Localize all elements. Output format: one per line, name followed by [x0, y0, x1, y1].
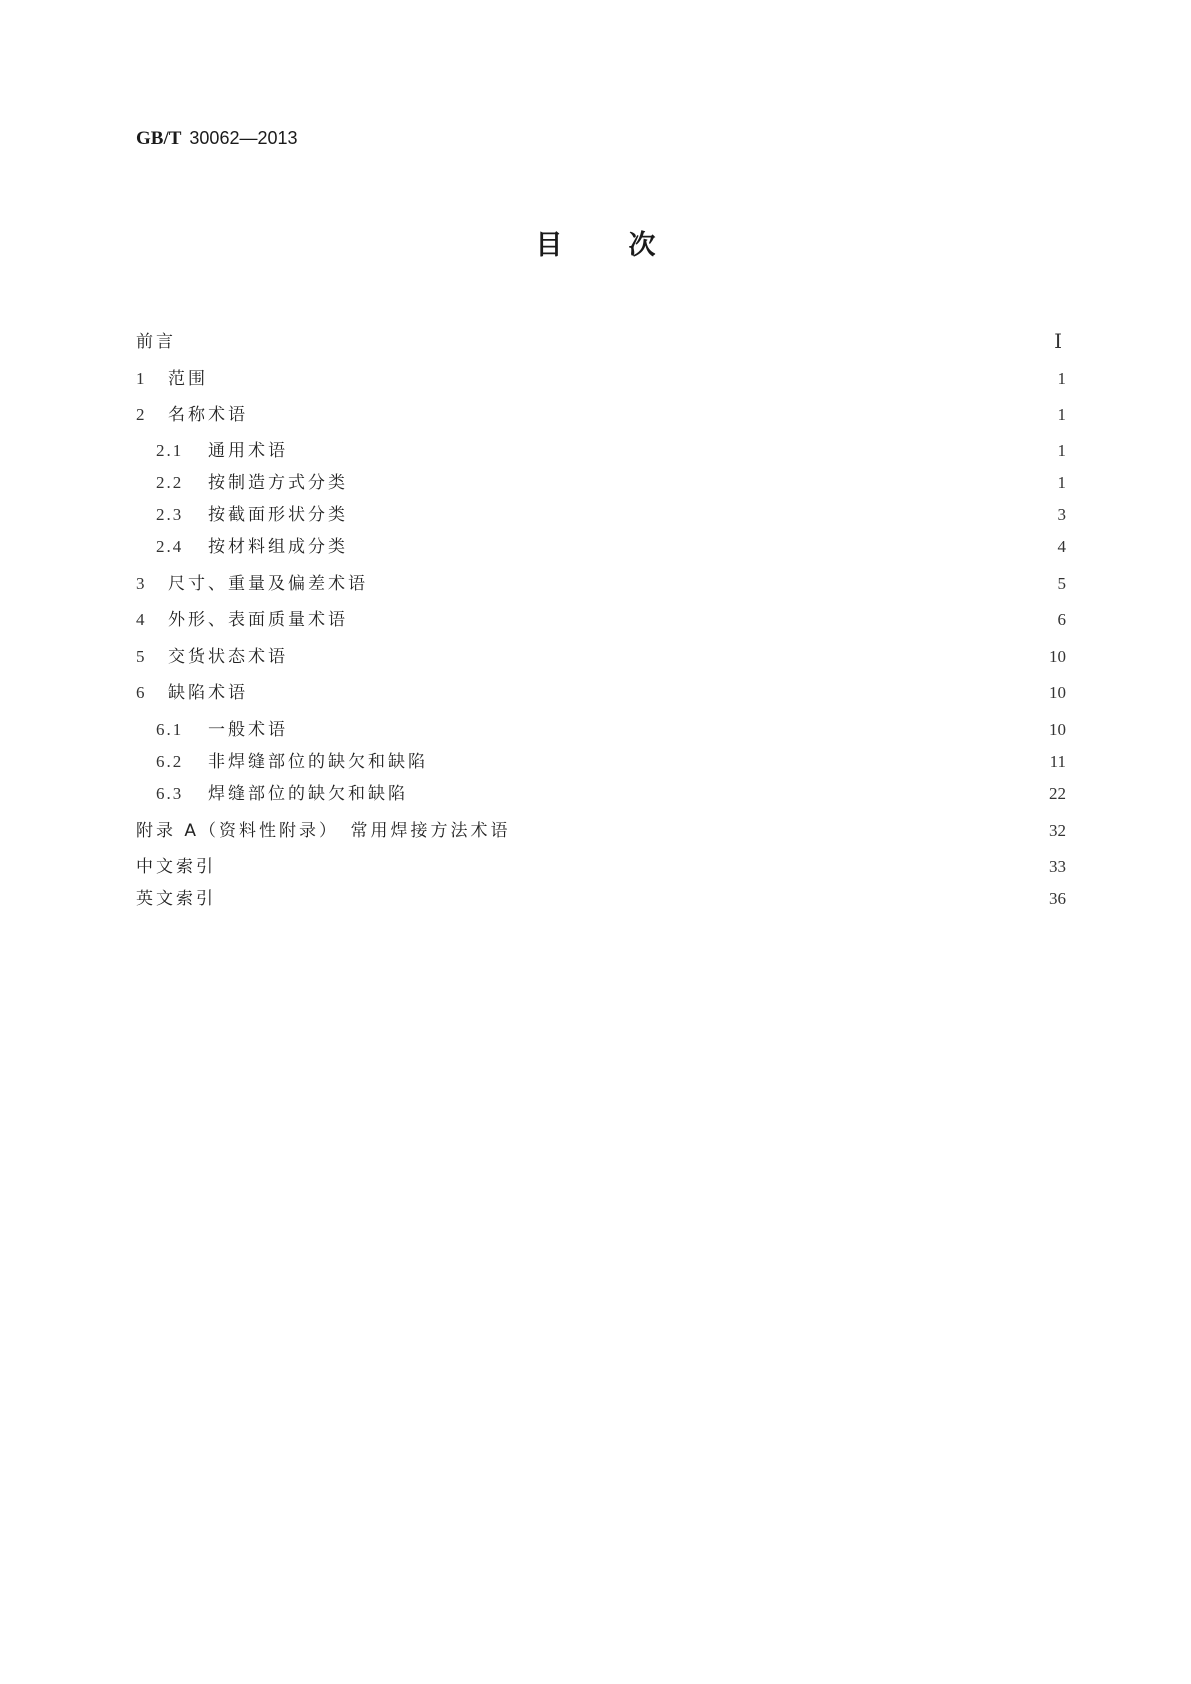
- toc-entry-label: 范围: [168, 369, 208, 389]
- toc-entry-page: 1: [1057, 473, 1066, 492]
- toc-entry-label: 尺寸、重量及偏差术语: [168, 574, 368, 594]
- dot-leader: [222, 854, 1034, 880]
- toc-entry-number: 2: [136, 405, 145, 424]
- toc-entry-page: 1: [1057, 405, 1066, 424]
- toc-entry-6-1[interactable]: [156, 717, 1066, 743]
- toc-entry-number: 2.2: [156, 473, 184, 492]
- toc-entry-4[interactable]: [136, 607, 1066, 633]
- toc-entry-label: 前言: [136, 332, 176, 352]
- dot-leader: [294, 438, 1034, 464]
- toc-entry-number: 2.4: [156, 537, 184, 556]
- toc-entry-label: 通用术语: [208, 441, 288, 461]
- toc-entry-number: 1: [136, 369, 145, 388]
- page-title: [0, 226, 1191, 266]
- toc-entry-label: 按制造方式分类: [208, 473, 348, 493]
- toc-entry-page: 11: [1049, 752, 1066, 771]
- toc-entry-page: 3: [1057, 505, 1066, 524]
- toc-entry-3[interactable]: [136, 571, 1066, 597]
- toc-entry-number: 2.1: [156, 441, 184, 460]
- toc-entry-annex-a[interactable]: [136, 818, 1066, 844]
- toc-entry-page: 32: [1049, 821, 1066, 840]
- toc-entry-label: 非焊缝部位的缺欠和缺陷: [208, 752, 428, 772]
- toc-entry-6-3[interactable]: [156, 781, 1066, 807]
- dot-leader: [428, 749, 1034, 775]
- toc-entry-page: 1: [1057, 369, 1066, 388]
- toc-entry-page: 6: [1057, 610, 1066, 629]
- dot-leader: [222, 886, 1034, 912]
- toc-entry-6-2[interactable]: [156, 749, 1066, 775]
- toc-entry-label: 附录 A（资料性附录） 常用焊接方法术语: [136, 821, 511, 841]
- toc-entry-foreword[interactable]: [136, 329, 1066, 355]
- toc-entry-number: 5: [136, 647, 145, 666]
- toc-entry-number: 6.3: [156, 784, 184, 803]
- toc-entry-label: 缺陷术语: [168, 683, 248, 703]
- toc-entry-2[interactable]: [136, 402, 1066, 428]
- toc-entry-2-2[interactable]: [156, 470, 1066, 496]
- toc-entry-page: 10: [1049, 683, 1066, 702]
- toc-entry-page: 36: [1049, 889, 1066, 908]
- dot-leader: [354, 470, 1034, 496]
- title-char-1: 目: [535, 230, 563, 261]
- dot-leader: [348, 607, 1034, 633]
- toc-entry-page: 10: [1049, 647, 1066, 666]
- toc-entry-chinese-index[interactable]: [136, 854, 1066, 880]
- toc-entry-label: 交货状态术语: [168, 647, 288, 667]
- toc-entry-number: 3: [136, 574, 145, 593]
- toc-entry-page: Ⅰ: [1054, 331, 1062, 353]
- dot-leader: [254, 402, 1034, 428]
- toc-entry-page: 5: [1057, 574, 1066, 593]
- title-char-2: 次: [628, 230, 656, 261]
- standard-number: 30062—2013: [189, 128, 298, 148]
- toc-entry-label: 一般术语: [208, 720, 288, 740]
- toc-entry-label: 按截面形状分类: [208, 505, 348, 525]
- dot-leader: [408, 781, 1034, 807]
- toc-entry-label: 中文索引: [136, 857, 216, 877]
- dot-leader: [182, 329, 1030, 355]
- toc-entry-2-1[interactable]: [156, 438, 1066, 464]
- toc-entry-2-3[interactable]: [156, 502, 1066, 528]
- standard-code: [136, 126, 298, 151]
- standard-prefix: GB/T: [136, 128, 182, 149]
- toc-entry-english-index[interactable]: [136, 886, 1066, 912]
- toc-entry-label: 外形、表面质量术语: [168, 610, 348, 630]
- toc-entry-page: 1: [1057, 441, 1066, 460]
- toc-entry-6[interactable]: [136, 680, 1066, 706]
- dot-leader: [368, 571, 1034, 597]
- toc-entry-label: 按材料组成分类: [208, 537, 348, 557]
- toc-entry-number: 2.3: [156, 505, 184, 524]
- toc-entry-5[interactable]: [136, 644, 1066, 670]
- dot-leader: [214, 366, 1034, 392]
- dot-leader: [288, 644, 1034, 670]
- toc-entry-page: 22: [1049, 784, 1066, 803]
- toc-entry-label: 名称术语: [168, 405, 248, 425]
- dot-leader: [517, 818, 1034, 844]
- toc-entry-number: 6.2: [156, 752, 184, 771]
- toc-entry-page: 10: [1049, 720, 1066, 739]
- dot-leader: [354, 502, 1034, 528]
- toc-entry-number: 4: [136, 610, 145, 629]
- toc-entry-number: 6.1: [156, 720, 184, 739]
- toc-entry-label: 英文索引: [136, 889, 216, 909]
- toc-entry-label: 焊缝部位的缺欠和缺陷: [208, 784, 408, 804]
- dot-leader: [354, 534, 1034, 560]
- toc-entry-page: 33: [1049, 857, 1066, 876]
- toc-entry-page: 4: [1057, 537, 1066, 556]
- toc-entry-1[interactable]: [136, 366, 1066, 392]
- dot-leader: [288, 717, 1034, 743]
- toc-entry-number: 6: [136, 683, 145, 702]
- toc-entry-2-4[interactable]: [156, 534, 1066, 560]
- dot-leader: [248, 680, 1034, 706]
